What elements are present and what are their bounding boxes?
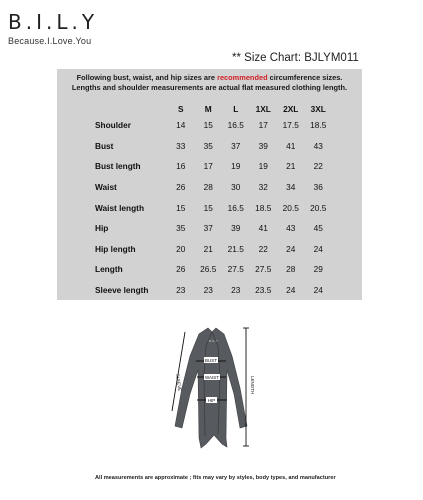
size-value-cell: 24: [286, 285, 296, 296]
size-value-cell: 43: [313, 140, 323, 151]
table-row: [95, 136, 332, 157]
size-header-1xl: 1XL: [255, 104, 271, 114]
hip-label: HIP: [207, 398, 216, 403]
size-value-cell: 19: [231, 161, 241, 172]
size-value-cell: 32: [258, 182, 268, 193]
cardigan-illustration: [175, 328, 247, 448]
notice-line-1-end: circumference sizes.: [267, 73, 343, 82]
notice-highlight: recommended: [217, 73, 268, 82]
size-value-cell: 37: [231, 140, 241, 151]
size-value-cell: 24: [313, 285, 323, 296]
size-value-cell: 21: [286, 161, 296, 172]
size-value-cell: 18.5: [310, 120, 327, 131]
length-label: LENGTH: [250, 376, 255, 395]
size-value-cell: 23.5: [255, 285, 272, 296]
size-value-cell: 45: [313, 223, 323, 234]
size-value-cell: 30: [231, 182, 241, 193]
size-value-cell: 20.5: [310, 202, 327, 213]
measurement-disclaimer: All measurements are approximate ; fits may vary by styles, body types, and manufacturer: [95, 475, 336, 481]
size-value-cell: 29: [313, 264, 323, 275]
size-value-cell: 35: [176, 223, 186, 234]
table-row: [95, 177, 332, 198]
size-value-cell: 17.5: [282, 120, 299, 131]
row-label: Waist: [95, 182, 117, 193]
size-value-cell: 23: [203, 285, 213, 296]
size-value-cell: 16.5: [227, 120, 244, 131]
sleeve-label: SLEEVE: [175, 373, 183, 392]
size-value-cell: 23: [176, 285, 186, 296]
size-value-cell: 15: [203, 120, 213, 131]
size-value-cell: 24: [286, 243, 296, 254]
size-value-cell: 15: [176, 202, 186, 213]
waist-label: WAIST: [204, 375, 220, 380]
notice-line-2: Lengths and shoulder measurements are actual flat measured clothing length.: [71, 83, 348, 92]
size-value-cell: 14: [176, 120, 186, 131]
bust-label: BUST: [204, 358, 218, 363]
size-header-m: M: [204, 104, 212, 114]
size-value-cell: 39: [258, 140, 268, 151]
size-value-cell: 27.5: [255, 264, 272, 275]
table-row: [95, 197, 332, 218]
measurement-notice: [57, 73, 362, 93]
size-header-l: L: [233, 104, 239, 114]
size-value-cell: 41: [286, 140, 296, 151]
size-value-cell: 22: [258, 243, 268, 254]
size-header-row: [95, 103, 332, 115]
size-value-cell: 21.5: [227, 243, 244, 254]
size-header-3xl: 3XL: [310, 104, 326, 114]
table-row: [95, 218, 332, 239]
brand-tagline: Because.I.Love.You: [8, 36, 92, 46]
table-row: [95, 156, 332, 177]
size-value-cell: 24: [313, 243, 323, 254]
row-label: Hip: [95, 223, 109, 234]
size-header-s: S: [177, 104, 184, 114]
size-chart-panel: [57, 69, 362, 300]
row-label: Hip length: [95, 243, 136, 254]
size-value-cell: 16.5: [227, 202, 244, 213]
size-value-cell: 19: [258, 161, 268, 172]
row-label-header: [95, 103, 167, 115]
size-value-cell: 41: [258, 223, 268, 234]
size-value-cell: 26.5: [200, 264, 217, 275]
size-header-2xl: 2XL: [283, 104, 299, 114]
size-value-cell: 28: [286, 264, 296, 275]
brand-name: B.I.L.Y: [8, 10, 99, 34]
size-value-cell: 15: [203, 202, 213, 213]
size-value-cell: 17: [258, 120, 268, 131]
size-value-cell: 23: [231, 285, 241, 296]
row-label: Waist length: [95, 202, 145, 213]
table-row: [95, 239, 332, 260]
notice-line-1: [57, 73, 362, 83]
garment-diagram: [160, 316, 296, 464]
size-value-cell: 39: [231, 223, 241, 234]
garment-brand-tag: B.I.L.Y: [209, 339, 219, 343]
size-value-cell: 28: [203, 182, 213, 193]
table-row: [95, 280, 332, 301]
size-value-cell: 22: [313, 161, 323, 172]
table-row: [95, 115, 332, 136]
size-value-cell: 26: [176, 264, 186, 275]
size-value-cell: 20: [176, 243, 186, 254]
size-value-cell: 36: [313, 182, 323, 193]
row-label: Length: [95, 264, 123, 275]
row-label: Bust length: [95, 161, 141, 172]
size-value-cell: 20.5: [282, 202, 299, 213]
size-value-cell: 16: [176, 161, 186, 172]
size-value-cell: 27.5: [227, 264, 244, 275]
size-value-cell: 37: [203, 223, 213, 234]
size-table-body: [95, 115, 332, 300]
notice-line-1-start: Following bust, waist, and hip sizes are: [76, 73, 218, 82]
size-chart-title: ** Size Chart: BJLYM011: [232, 52, 359, 64]
brand-logo: [8, 10, 98, 46]
size-value-cell: 43: [286, 223, 296, 234]
size-value-cell: 18.5: [255, 202, 272, 213]
size-value-cell: 21: [203, 243, 213, 254]
size-value-cell: 26: [176, 182, 186, 193]
size-value-cell: 34: [286, 182, 296, 193]
size-table: [95, 103, 332, 300]
size-value-cell: 35: [203, 140, 213, 151]
row-label: Bust: [95, 140, 114, 151]
size-value-cell: 33: [176, 140, 186, 151]
row-label: Shoulder: [95, 120, 131, 131]
row-label: Sleeve length: [95, 285, 149, 296]
table-row: [95, 259, 332, 280]
size-value-cell: 17: [203, 161, 213, 172]
